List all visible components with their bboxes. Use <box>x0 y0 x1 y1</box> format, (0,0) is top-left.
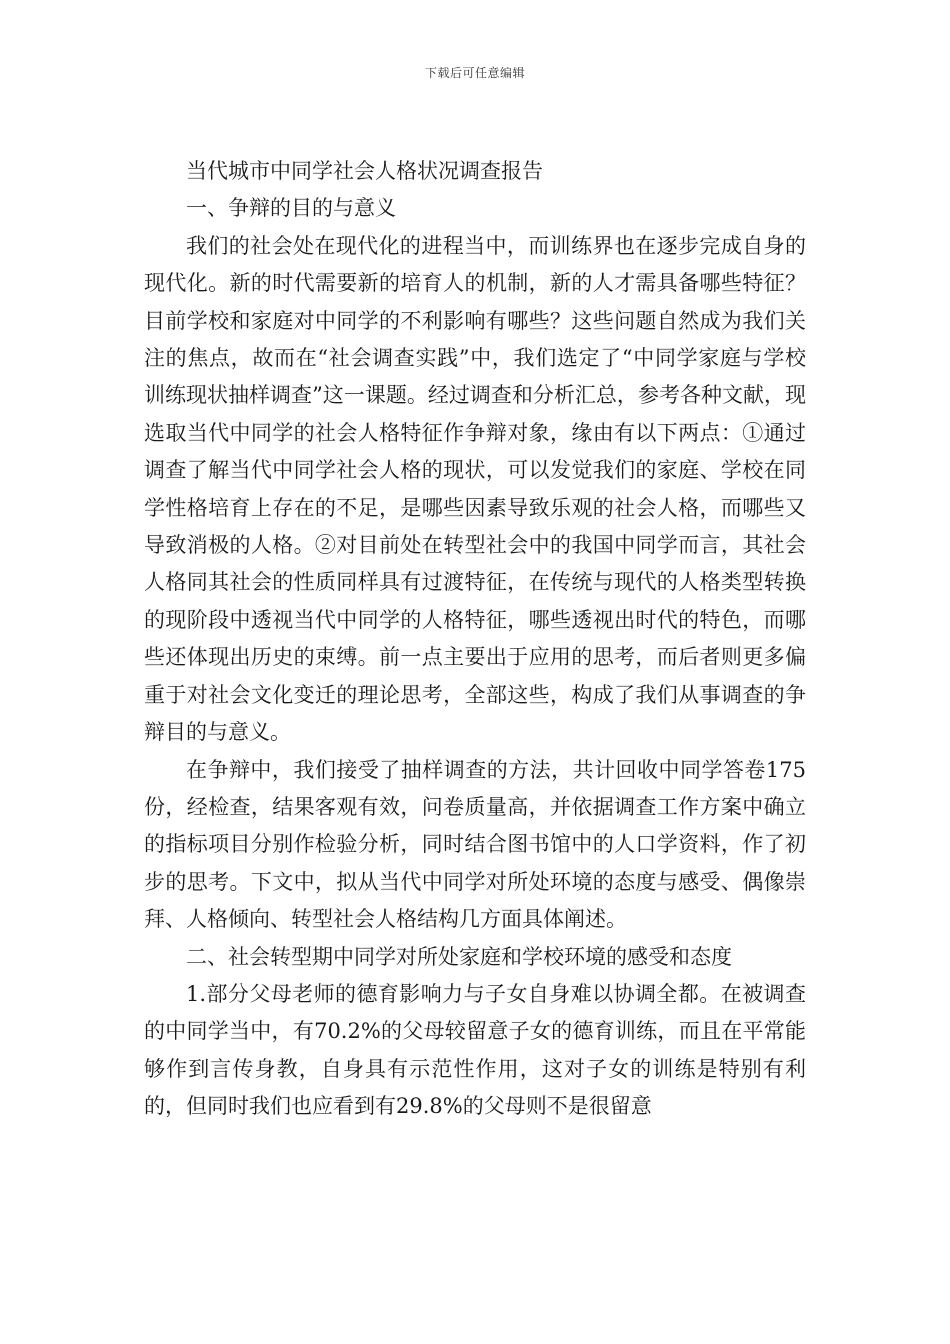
document-body <box>144 153 806 1126</box>
paragraph: 在争辩中，我们接受了抽样调查的方法，共计回收中同学答卷175份，经检查，结果客观有效，问卷质量高，并依据调查工作方案中确立的指标项目分别作检验分析，同时结合图书馆中的人口学资料，作了初步的思考。下文中，拟从当代中同学对所处环境的态度与感受、偶像崇拜、人格倾向、转型社会人格结构几方面具体阐述。 <box>144 757 806 932</box>
paragraph: 1.部分父母老师的德育影响力与子女自身难以协调全都。在被调查的中同学当中，有70.2%的父母较留意子女的德育训练，而且在平常能够作到言传身教，自身具有示范性作用，这对子女的训练是特别有利的，但同时我们也应看到有29.8%的父母则不是很留意 <box>144 981 806 1119</box>
section-heading: 二、社会转型期中同学对所处家庭和学校环境的感受和态度 <box>186 944 732 969</box>
section-heading: 一、争辩的目的与意义 <box>186 196 396 221</box>
page-header-note: 下载后可任意编辑 <box>424 66 525 80</box>
document-title: 当代城市中同学社会人格状况调查报告 <box>186 159 543 183</box>
paragraph: 我们的社会处在现代化的进程当中，而训练界也在逐步完成自身的现代化。新的时代需要新的培育人的机制，新的人才需具备哪些特征？目前学校和家庭对中同学的不利影响有哪些？这些问题自然成为我们关注的焦点，故而在“社会调查实践”中，我们选定了“中同学家庭与学校训练现状抽样调查”这一课题。经过调查和分析汇总，参考各种文献，现选取当代中同学的社会人格特征作争辩对象，缘由有以下两点：①通过调查了解当代中同学社会人格的现状，可以发觉我们的家庭、学校在同学性格培育上存在的不足，是哪些因素导致乐观的社会人格，而哪些又导致消极的人格。②对目前处在转型社会中的我国中同学而言，其社会人格同其社会的性质同样具有过渡特征，在传统与现代的人格类型转换的现阶段中透视当代中同学的人格特征，哪些透视出时代的特色，而哪些还体现出历史的束缚。前一点主要出于应用的思考，而后者则更多偏重于对社会文化变迁的理论思考，全部这些，构成了我们从事调查的争辩目的与意义。 <box>144 233 806 745</box>
